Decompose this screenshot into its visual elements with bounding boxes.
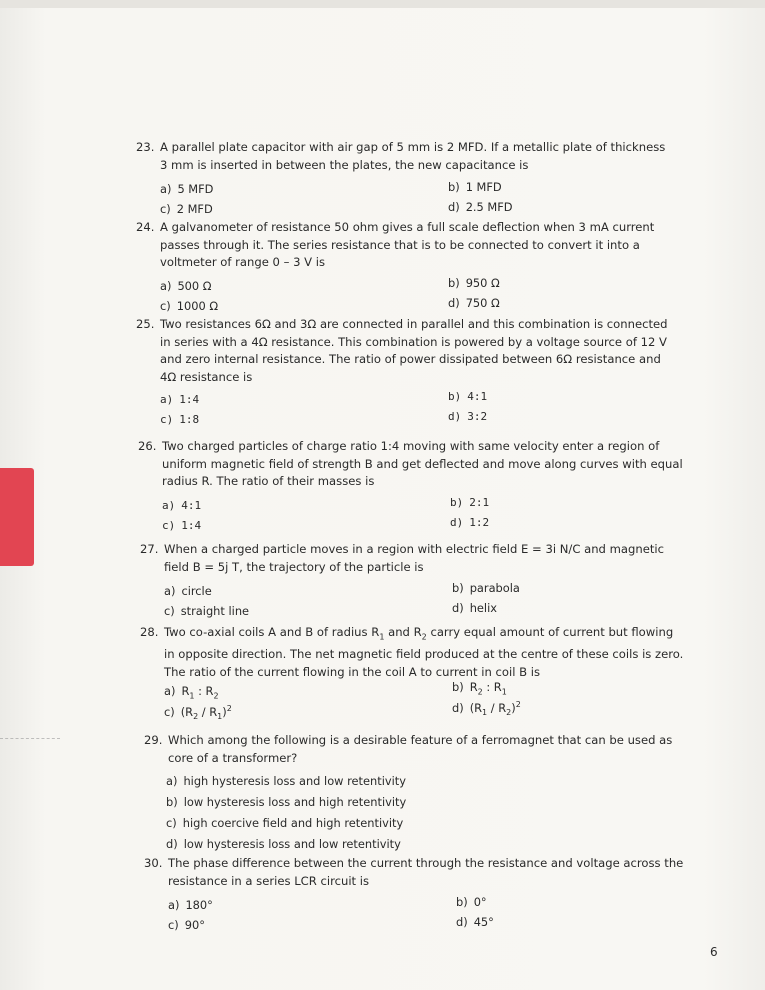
option-c: c) 2 MFD [160,202,213,216]
option-c: c) 1:4 [162,519,202,532]
option-d: d) 45° [456,915,494,929]
option-a: a) circle [164,584,212,598]
option-b: b) $R_2$ : $R_1$ [452,680,507,697]
option-d: d) 1:2 [450,516,490,529]
option-b: b) 0° [456,895,487,909]
option-a: a) 500 Ω [160,279,212,293]
question-text-line: uniform magnetic field of strength B and get deflected and move along curves with equal [162,456,683,471]
option-d: d) helix [452,601,497,615]
option-a: a) 4:1 [162,499,202,512]
option-d: d) 750 Ω [448,296,500,310]
question-number: 30. [144,856,163,870]
question-number: 24. [136,220,155,234]
question-text-line: field B = 5j T, the trajectory of the particle is [164,559,424,574]
option-b: b) 950 Ω [448,276,500,290]
option-b: b) 4:1 [448,390,488,403]
question-text-line: Two co-axial coils A and B of radius $R_1$ and $R_2$ carry equal amount of current but flowing [164,625,674,642]
option-c: c) straight line [164,604,250,618]
option-a: a) 180° [168,898,213,912]
question-text-line: Two charged particles of charge ratio 1:4 moving with same velocity enter a region of [162,439,660,453]
question-number: 26. [138,439,157,453]
question-text-line: 4Ω resistance is [160,369,253,384]
question-number: 29. [144,733,163,747]
page-number: 6 [710,945,718,959]
option-c: c) 1:8 [160,413,200,426]
question-number: 23. [136,140,155,154]
option-c: c) high coercive field and high retentivity [166,816,404,830]
option-b: b) low hysteresis loss and high retentivity [166,795,407,809]
option-d: d) $(R_1 / R_2)^2$ [452,700,521,718]
option-a: a) 1:4 [160,393,200,406]
option-d: d) 2.5 MFD [448,200,513,214]
question-text-line: core of a transformer? [168,750,298,765]
option-a: a) high hysteresis loss and low retentivity [166,774,406,788]
question-number: 25. [136,317,155,331]
option-b: b) 2:1 [450,496,490,509]
question-text-line: A parallel plate capacitor with air gap of 5 mm is 2 MFD. If a metallic plate of thickness [160,140,666,154]
question-text-line: radius R. The ratio of their masses is [162,474,375,489]
option-c: c) 90° [168,918,205,932]
question-text-line: and zero internal resistance. The ratio of power dissipated between 6Ω resistance and [160,352,661,367]
question-text-line: in series with a 4Ω resistance. This combination is powered by a voltage source of 12 V [160,334,667,349]
question-text-line: When a charged particle moves in a region with electric field E = 3i N/C and magnetic [164,542,664,556]
option-b: b) 1 MFD [448,180,502,194]
question-text-line: A galvanometer of resistance 50 ohm gives a full scale deflection when 3 mA current [160,220,655,234]
option-d: d) low hysteresis loss and low retentivity [166,837,401,851]
question-text-line: in opposite direction. The net magnetic field produced at the centre of these coils is zero. [164,646,684,661]
option-b: b) parabola [452,581,520,595]
option-c: c) 1000 Ω [160,299,219,313]
question-text-line: Which among the following is a desirable feature of a ferromagnet that can be used as [168,733,673,747]
question-number: 27. [140,542,159,556]
question-number: 28. [140,625,159,639]
question-text-line: 3 mm is inserted in between the plates, the new capacitance is [160,157,529,172]
question-text-line: passes through it. The series resistance that is to be connected to convert it into a [160,237,640,252]
option-a: a) 5 MFD [160,182,214,196]
question-text-line: The ratio of the current flowing in the coil A to current in coil B is [164,664,540,679]
option-a: a) $R_1$ : $R_2$ [164,684,219,701]
question-text-line: resistance in a series LCR circuit is [168,873,370,888]
option-c: c) $(R_2 / R_1)^2$ [164,704,232,722]
question-text-line: The phase difference between the current through the resistance and voltage across the [168,856,684,870]
question-text-line: Two resistances 6Ω and 3Ω are connected in parallel and this combination is connected [160,317,668,331]
option-d: d) 3:2 [448,410,488,423]
question-text-line: voltmeter of range 0 – 3 V is [160,255,326,270]
